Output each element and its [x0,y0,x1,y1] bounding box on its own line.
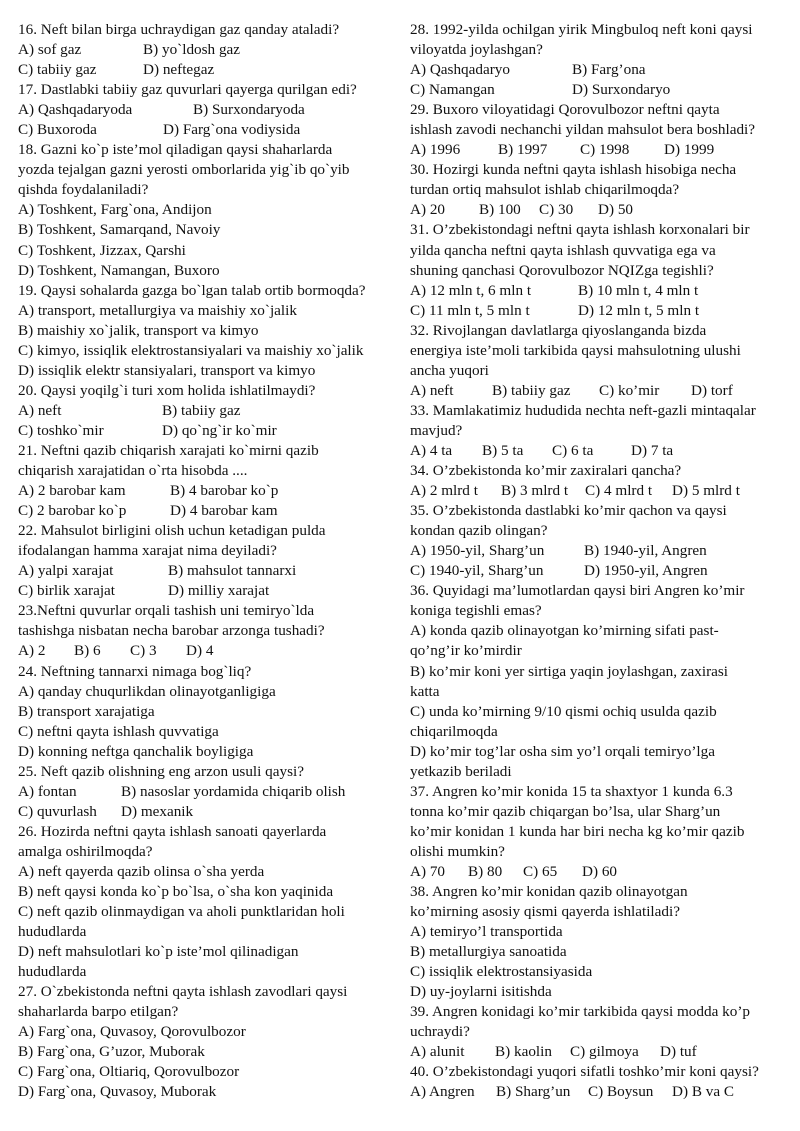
answer-option: B) 3 mlrd t [501,482,569,500]
text-line [410,702,782,722]
text-line [18,882,396,902]
line-text: 39. Angren konidagi ko’mir tarkibida qaysi modda ko’p [410,1003,750,1021]
text-line [18,481,396,501]
line-text: A) temiryo’l transportida [410,923,563,941]
question-text [18,381,396,401]
line-text: turdan ortiq mahsulot ishlab chiqarilmoqda? [410,181,680,199]
answer-option: B) yo`ldosh gaz [143,41,241,59]
line-text: A) transport, metallurgiya va maishiy xo`jalik [18,301,297,319]
text-line [410,862,782,882]
answer-option: B) mahsulot tannarxi [168,562,297,580]
question-text [18,80,396,100]
question-text [410,321,782,341]
line-text: 17. Dastlabki tabiiy gaz quvurlari qayerga qurilgan edi? [18,81,357,99]
answer-option: B) tabiiy gaz [492,381,571,399]
answer-option: C) tabiiy gaz [18,61,97,79]
question-text [410,882,782,902]
text-line [410,842,782,862]
answer-option: C) 3 [130,642,157,660]
question-text [18,521,396,541]
line-text: chiqarish xarajatidan o`rta hisobda .... [18,462,248,480]
text-line [18,180,396,200]
line-text: viloyatda joylashgan? [410,41,543,59]
text-line [18,902,396,922]
text-line [18,401,396,421]
line-text: D) Toshkent, Namangan, Buxoro [18,261,220,279]
text-line [18,742,396,762]
text-line [410,261,782,281]
answer-option: A) 1950-yil, Sharg’un [410,542,545,560]
text-line [410,902,782,922]
line-text: 38. Angren ko’mir konidan qazib olinayotgan [410,883,688,901]
answer-option: C) 65 [523,862,558,880]
answer-option: D) 7 ta [631,441,674,459]
answer-option: D) qo`ng`ir ko`mir [162,421,277,439]
text-line [410,1082,782,1102]
answer-option: D) 1999 [664,141,715,159]
line-text: D) neft mahsulotlari ko`p iste’mol qilinadigan [18,943,299,961]
answer-option: B) 6 [74,642,101,660]
answer-option: D) 60 [582,862,618,880]
answer-option: C) 6 ta [552,441,594,459]
text-line [410,802,782,822]
text-line [410,301,782,321]
answer-option: A) alunit [410,1043,465,1061]
line-text: A) Toshkent, Farg`ona, Andijon [18,201,212,219]
answer-option: D) torf [691,381,733,399]
line-text: ko’mirning asosiy qismi qayerda ishlatiladi? [410,903,680,921]
line-text: 22. Mahsulot birligini olish uchun ketadigan pulda [18,522,326,540]
question-text [18,762,396,782]
answer-option: C) Buxoroda [18,121,97,139]
line-text: D) ko’mir tog’lar osha sim yo’l orqali temiryo’lga [410,742,715,760]
line-text: B) neft qaysi konda ko`p bo`lsa, o`sha kon yaqinida [18,883,334,901]
answer-option: D) 12 mln t, 5 mln t [578,301,700,319]
text-line [18,541,396,561]
line-text: uchraydi? [410,1023,470,1041]
line-text: C) issiqlik elektrostansiyasida [410,963,593,981]
answer-option: B) 10 mln t, 4 mln t [578,281,699,299]
line-text: 21. Neftni qazib chiqarish xarajati ko`mirni qazib [18,441,319,459]
answer-option: B) nasoslar yordamida chiqarib olish [121,782,346,800]
text-line [410,40,782,60]
text-line [410,120,782,140]
answer-option: D) 50 [598,201,634,219]
text-line [410,922,782,942]
line-text: 27. O`zbekistonda neftni qayta ishlash zavodlari qaysi [18,983,348,1001]
line-text: 37. Angren ko’mir konida 15 ta shaxtyor 1 kunda 6.3 [410,782,733,800]
answer-option: D) 5 mlrd t [672,482,740,500]
line-text: tonna ko’mir qazib chiqargan bo’lsa, ular Sharg’un [410,802,721,820]
question-text [410,100,782,120]
text-line [410,241,782,261]
text-line [18,1062,396,1082]
answer-option: B) kaolin [495,1043,552,1061]
line-text: 30. Hozirgi kunda neftni qayta ishlash hisobiga necha [410,161,737,179]
line-text: 31. O’zbekistondagi neftni qayta ishlash korxonalari bir [410,221,750,239]
text-line [18,621,396,641]
answer-option: C) Namangan [410,81,495,99]
text-line [18,1042,396,1062]
line-text: tashishga nisbatan necha barobar arzonga tushadi? [18,622,325,640]
text-line [410,180,782,200]
text-line [410,641,782,661]
line-text: 23.Neftni quvurlar orqali tashish uni temiryo`lda [18,602,315,620]
answer-option: C) 1940-yil, Sharg’un [410,562,544,580]
question-text [18,281,396,301]
text-line [18,702,396,722]
left-column [18,20,396,1103]
answer-option: A) yalpi xarajat [18,562,114,580]
text-line [18,722,396,742]
text-line [410,140,782,160]
text-line [18,782,396,802]
answer-option: C) 1998 [580,141,630,159]
text-line [410,762,782,782]
text-line [18,461,396,481]
text-line [18,561,396,581]
answer-option: C) 11 mln t, 5 mln t [410,301,530,319]
question-text [18,20,396,40]
line-text: yetkazib beriladi [410,762,512,780]
line-text: ko’mir konidan 1 kunda har biri necha kg ko’mir qazib [410,822,745,840]
text-line [18,40,396,60]
line-text: olishi mumkin? [410,842,505,860]
text-line [18,962,396,982]
question-text [18,982,396,1002]
text-line [18,261,396,281]
text-line [18,842,396,862]
text-line [18,1082,396,1102]
answer-option: A) 12 mln t, 6 mln t [410,281,532,299]
text-line [410,1022,782,1042]
answer-option: A) sof gaz [18,41,82,59]
answer-option: D) mexanik [121,802,194,820]
line-text: D) issiqlik elektr stansiyalari, transport va kimyo [18,361,316,379]
question-text [410,401,782,421]
text-line [18,241,396,261]
text-line [410,561,782,581]
answer-option: A) 2 [18,642,46,660]
question-text [18,441,396,461]
line-text: B) Farg`ona, G’uzor, Muborak [18,1043,205,1061]
answer-option: D) 1950-yil, Angren [584,562,708,580]
text-line [18,100,396,120]
question-text [410,160,782,180]
line-text: koniga tegishli emas? [410,602,542,620]
answer-option: D) Surxondaryo [572,81,671,99]
text-line [18,301,396,321]
text-line [18,581,396,601]
text-line [410,601,782,621]
right-column [410,20,782,1103]
answer-option: A) 1996 [410,141,461,159]
text-line [18,220,396,240]
line-text: A) Farg`ona, Quvasoy, Qorovulbozor [18,1023,246,1041]
question-text [18,140,396,160]
text-line [410,822,782,842]
line-text: C) neft qazib olinmaydigan va aholi punktlaridan holi [18,903,345,921]
line-text: 18. Gazni ko`p iste’mol qiladigan qaysi shaharlarda [18,141,333,159]
answer-option: D) tuf [660,1043,697,1061]
answer-option: C) 2 barobar ko`p [18,502,127,520]
text-line [410,722,782,742]
answer-option: A) 2 barobar kam [18,482,126,500]
line-text: ishlash zavodi nechanchi yildan mahsulot bera boshladi? [410,121,755,139]
answer-option: D) milliy xarajat [168,582,270,600]
answer-option: C) 4 mlrd t [585,482,653,500]
question-text [410,1002,782,1022]
line-text: 25. Neft qazib olishning eng arzon usuli qaysi? [18,762,304,780]
text-line [410,381,782,401]
answer-option: A) neft [410,381,454,399]
line-text: B) Toshkent, Samarqand, Navoiy [18,221,221,239]
text-line [18,682,396,702]
question-text [18,822,396,842]
line-text: ifodalangan hamma xarajat nima deyiladi? [18,542,277,560]
line-text: 32. Rivojlangan davlatlarga qiyoslanganda bizda [410,321,707,339]
text-line [18,922,396,942]
text-line [18,321,396,341]
text-line [18,942,396,962]
line-text: hududlarda [18,923,87,941]
answer-option: C) gilmoya [570,1043,639,1061]
line-text: 29. Buxoro viloyatidagi Qorovulbozor neftni qayta [410,101,720,119]
line-text: B) maishiy xo`jalik, transport va kimyo [18,321,259,339]
answer-option: A) Qashqadaryoda [18,101,133,119]
text-line [410,1042,782,1062]
text-line [410,281,782,301]
line-text: 16. Neft bilan birga uchraydigan gaz qanday ataladi? [18,21,340,38]
text-line [410,361,782,381]
line-text: amalga oshirilmoqda? [18,842,153,860]
line-text: 34. O’zbekistonda ko’mir zaxiralari qancha? [410,462,682,480]
text-line [410,481,782,501]
answer-option: B) Farg’ona [572,61,646,79]
line-text: D) konning neftga qanchalik boyligiga [18,742,254,760]
answer-option: B) 4 barobar ko`p [170,482,279,500]
answer-option: C) ko’mir [599,381,660,399]
line-text: A) konda qazib olinayotgan ko’mirning sifati past- [410,622,719,640]
line-text: mavjud? [410,421,463,439]
answer-option: C) 30 [539,201,574,219]
text-line [18,200,396,220]
text-line [410,982,782,1002]
text-line [410,541,782,561]
line-text: katta [410,682,440,700]
answer-option: A) Qashqadaryo [410,61,510,79]
line-text: shuning qanchasi Qorovulbozor NQIZga tegishli? [410,261,714,279]
text-line [410,662,782,682]
line-text: chiqarilmoqda [410,722,498,740]
answer-option: B) Sharg’un [496,1083,571,1101]
question-text [410,581,782,601]
answer-option: D) 4 barobar kam [170,502,278,520]
line-text: yozda tejalgan gazni yerosti omborlarida yig`ib qo`yib [18,161,350,179]
answer-option: B) 1997 [498,141,548,159]
line-text: 36. Quyidagi ma’lumotlardan qaysi biri Angren ko’mir [410,582,745,600]
line-text: energiya iste’moli tarkibida qaysi mahsulotning ulushi [410,341,741,359]
text-line [410,521,782,541]
text-line [18,361,396,381]
text-line [410,200,782,220]
line-text: B) metallurgiya sanoatida [410,943,567,961]
question-text [410,20,782,40]
line-text: C) unda ko’mirning 9/10 qismi ochiq usulda qazib [410,702,717,720]
question-text [410,1062,782,1082]
text-line [18,641,396,661]
line-text: 33. Mamlakatimiz hududida nechta neft-gazli mintaqalar [410,401,756,419]
text-line [18,1002,396,1022]
question-text [410,782,782,802]
question-text [18,601,396,621]
text-line [410,341,782,361]
line-text: D) uy-joylarni isitishda [410,983,552,1001]
text-line [410,441,782,461]
text-line [410,962,782,982]
answer-option: B) 100 [479,201,521,219]
answer-option: A) 4 ta [410,441,453,459]
text-line [18,501,396,521]
question-text [410,501,782,521]
text-line [18,341,396,361]
text-line [410,942,782,962]
line-text: shaharlarda barpo etilgan? [18,1003,179,1021]
question-text [410,220,782,240]
text-line [18,421,396,441]
question-text [410,461,782,481]
answer-option: C) quvurlash [18,802,97,820]
text-line [18,120,396,140]
answer-option: B) 5 ta [482,441,524,459]
text-line [410,80,782,100]
text-line [18,60,396,80]
line-text: 24. Neftning tannarxi nimaga bog`liq? [18,662,252,680]
answer-option: A) 2 mlrd t [410,482,478,500]
answer-option: C) Boysun [588,1083,654,1101]
answer-option: A) 70 [410,862,446,880]
text-line [18,160,396,180]
line-text: D) Farg`ona, Quvasoy, Muborak [18,1083,217,1101]
answer-option: A) neft [18,401,62,419]
line-text: C) kimyo, issiqlik elektrostansiyalari va maishiy xo`jalik [18,341,364,359]
text-line [410,682,782,702]
text-line [410,742,782,762]
answer-option: C) birlik xarajat [18,582,115,600]
line-text: A) neft qayerda qazib olinsa o`sha yerda [18,862,265,880]
answer-option: A) 20 [410,201,446,219]
text-line [18,862,396,882]
answer-option: B) Surxondaryoda [193,101,305,119]
line-text: C) Farg`ona, Oltiariq, Qorovulbozor [18,1063,240,1081]
question-text [18,662,396,682]
answer-option: D) 4 [186,642,214,660]
text-line [18,802,396,822]
line-text: 26. Hozirda neftni qayta ishlash sanoati qayerlarda [18,822,327,840]
text-line [410,621,782,641]
answer-option: B) tabiiy gaz [162,401,241,419]
line-text: B) ko’mir koni yer sirtiga yaqin joylashgan, zaxirasi [410,662,729,680]
line-text: hududlarda [18,963,87,981]
line-text: kondan qazib olingan? [410,522,548,540]
line-text: 28. 1992-yilda ochilgan yirik Mingbuloq neft koni qaysi [410,21,753,38]
answer-option: A) Angren [410,1083,475,1101]
line-text: qo’ng’ir ko’mirdir [410,642,522,660]
line-text: 35. O’zbekistonda dastlabki ko’mir qachon va qaysi [410,502,727,520]
answer-option: B) 80 [468,862,503,880]
answer-option: A) fontan [18,782,77,800]
line-text: C) neftni qayta ishlash quvvatiga [18,722,219,740]
answer-option: B) 1940-yil, Angren [584,542,707,560]
line-text: ancha yuqori [410,361,489,379]
line-text: B) transport xarajatiga [18,702,155,720]
answer-option: D) B va C [672,1083,735,1101]
answer-option: C) toshko`mir [18,421,104,439]
line-text: qishda foydalaniladi? [18,181,149,199]
text-line [410,421,782,441]
answer-option: D) Farg`ona vodiysida [163,121,301,139]
line-text: 20. Qaysi yoqilg`i turi xom holida ishlatilmaydi? [18,381,316,399]
line-text: C) Toshkent, Jizzax, Qarshi [18,241,186,259]
line-text: yilda qancha neftni qayta ishlash quvvatiga ega va [410,241,716,259]
line-text: 19. Qaysi sohalarda gazga bo`lgan talab ortib bormoqda? [18,281,366,299]
answer-option: D) neftegaz [143,61,215,79]
line-text: A) qanday chuqurlikdan olinayotganligiga [18,682,276,700]
line-text: 40. O’zbekistondagi yuqori sifatli toshko’mir koni qaysi? [410,1063,759,1081]
text-line [18,1022,396,1042]
text-line [410,60,782,80]
